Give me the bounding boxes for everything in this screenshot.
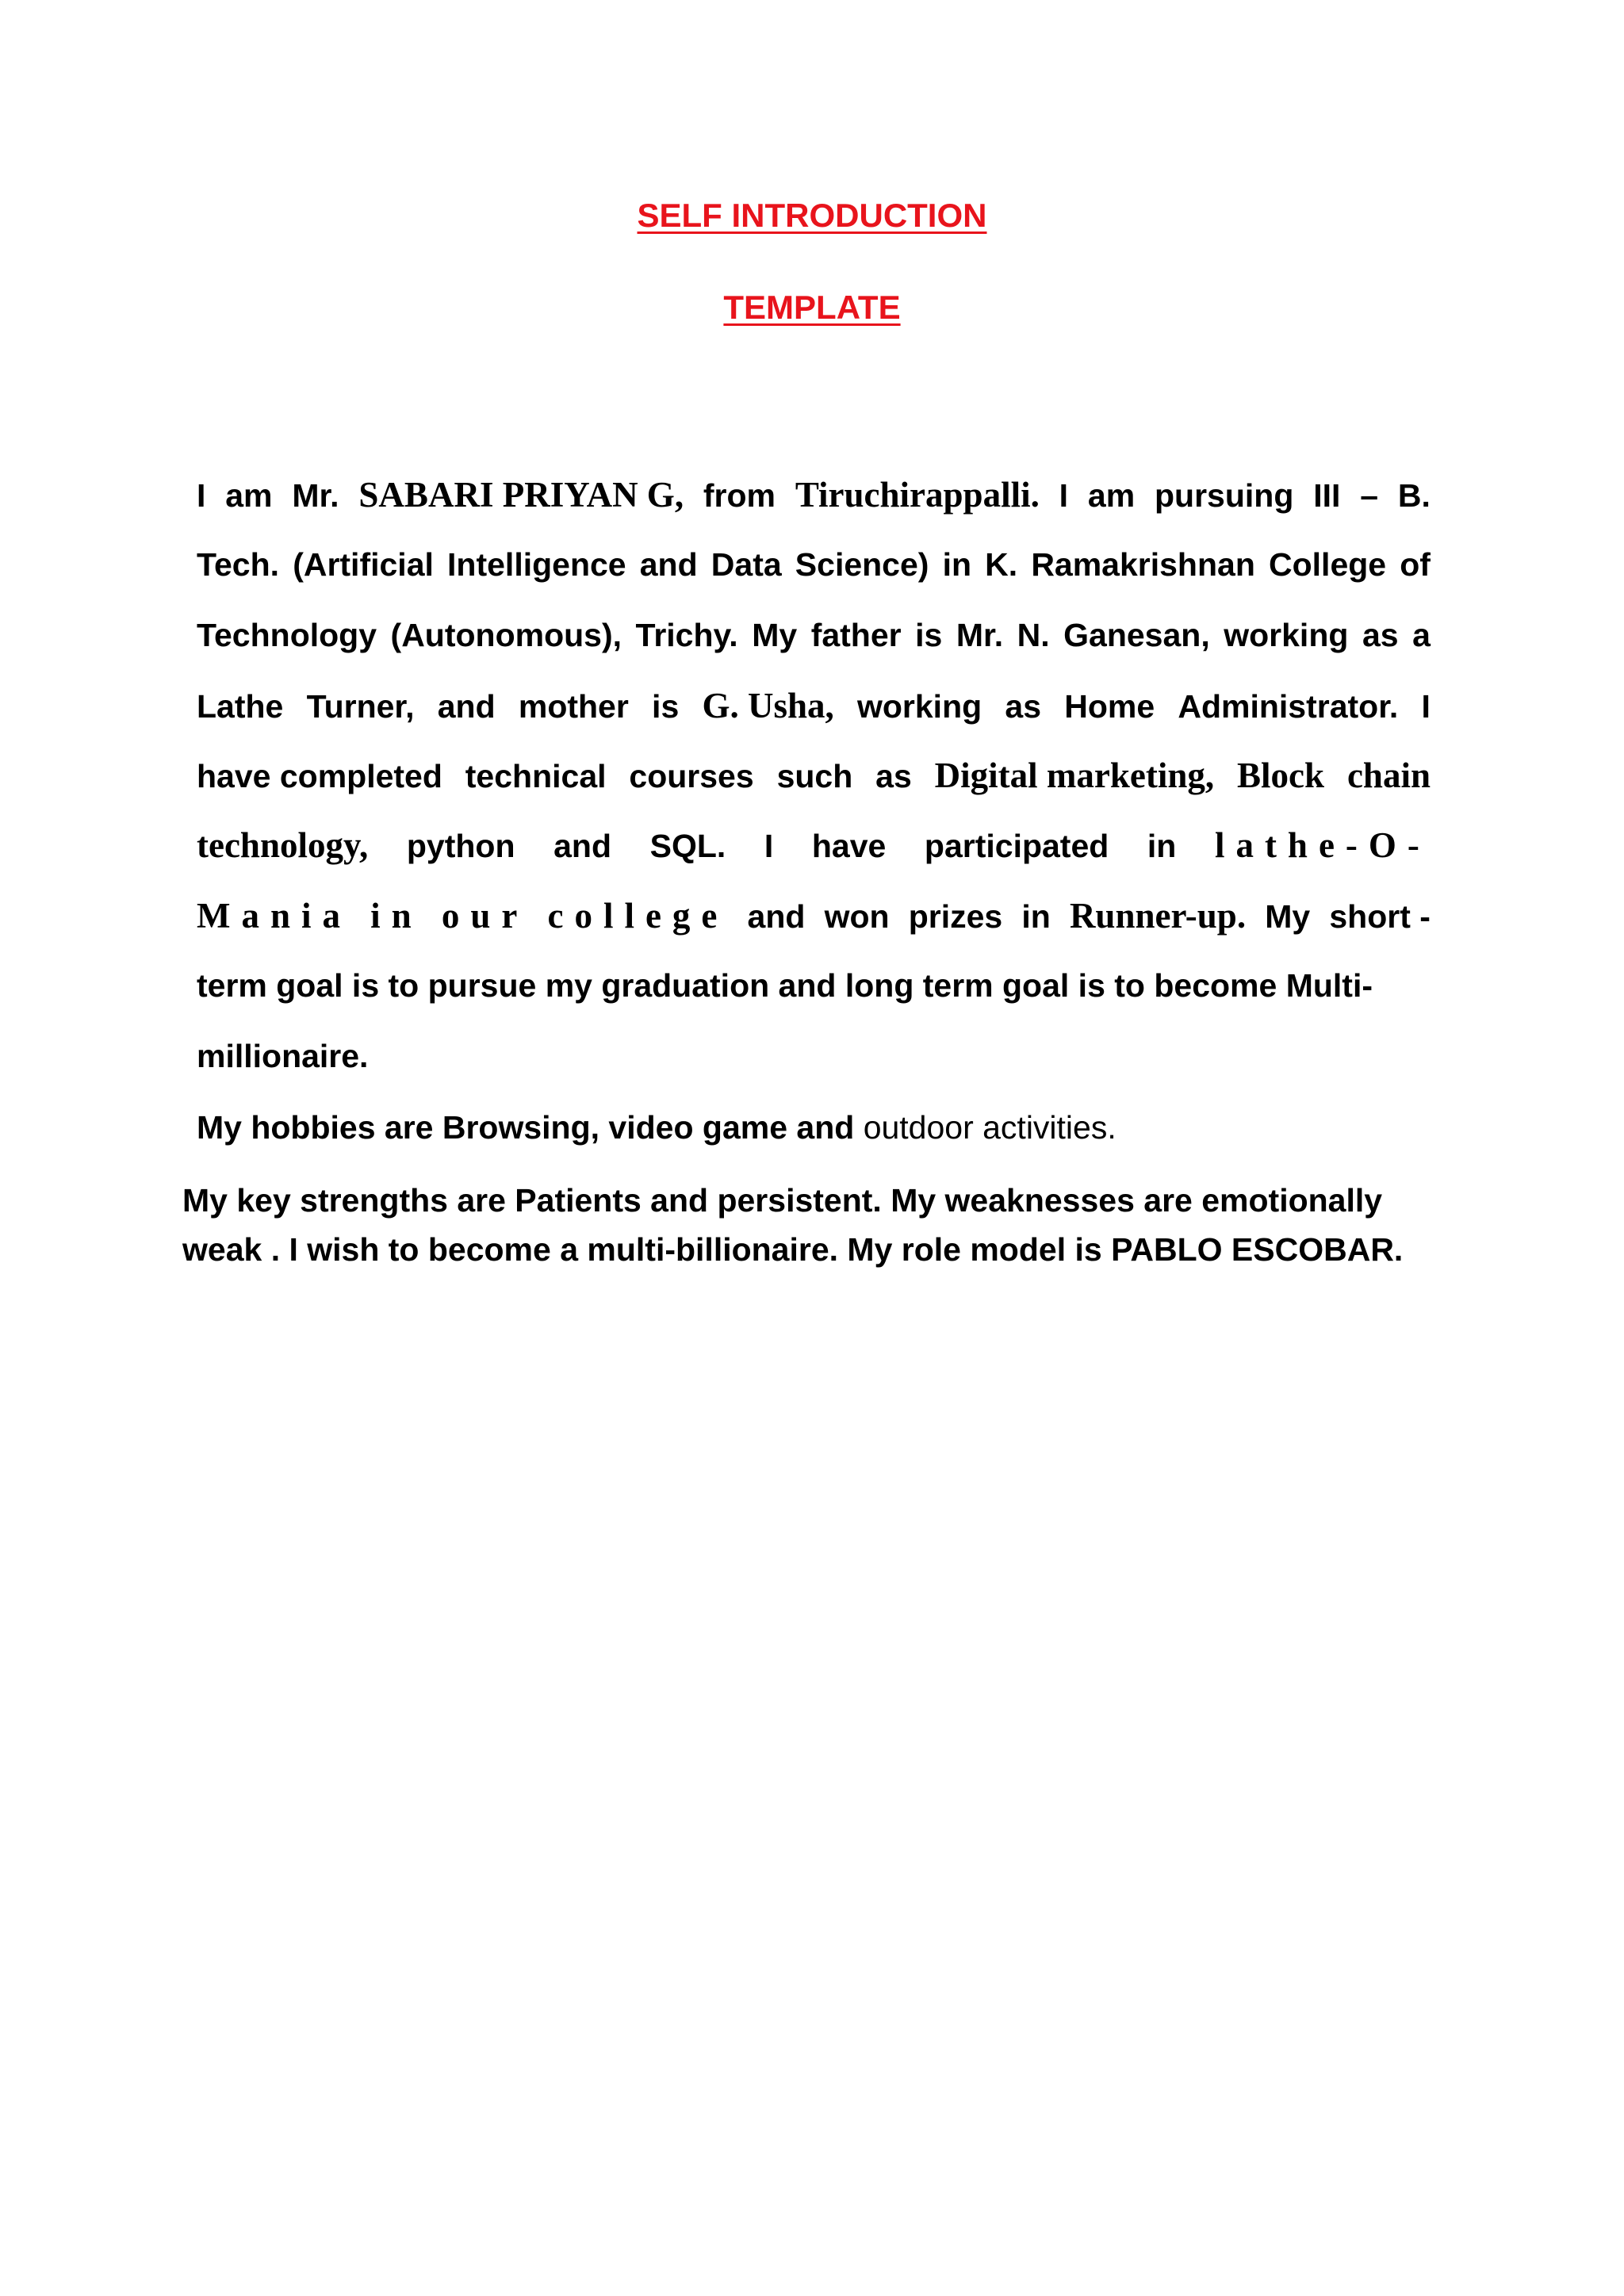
hobbies-line [197,1104,1116,1151]
paragraph-line [197,682,1431,729]
word: My [752,617,798,653]
word: I [1059,477,1069,514]
word: SQL. [649,828,726,864]
word: as [875,758,912,794]
word: a [1412,617,1431,653]
course-name: Block [1237,756,1325,795]
word: Mr. [292,477,339,514]
document-title: SELF INTRODUCTION [637,197,987,234]
word: am [1087,477,1136,514]
word: and [553,828,611,864]
line-text: millionaire. [197,1038,369,1074]
word: working [856,688,982,725]
paragraph-line [197,821,1431,869]
mother-name: G. Usha, [702,686,834,725]
word: father [810,617,902,653]
word: and [639,546,698,583]
paragraph-line [197,611,1431,659]
word: technical [465,758,607,794]
word: Tech. [197,546,280,583]
word: in [942,546,972,583]
paragraph-line [197,962,1431,1009]
word: short - [1329,898,1431,935]
word: Intelligence [447,546,626,583]
paragraph-line [197,752,1431,799]
word: Lathe [197,688,284,725]
prize: Runner-up. [1069,896,1247,936]
word: courses [629,758,754,794]
word: Home [1064,688,1155,725]
document-subtitle: TEMPLATE [723,289,901,326]
word: Mr. [956,617,1004,653]
word: Administrator. [1178,688,1399,725]
word: in [370,896,423,936]
word: Data [710,546,782,583]
hobbies-normal-text: outdoor activities. [854,1109,1116,1146]
word: from [703,477,776,514]
word: is [915,617,943,653]
course-name: chain [1346,756,1431,795]
word: is [652,688,680,725]
word: pursuing [1155,477,1294,514]
word: Trichy. [635,617,738,653]
word: in [1147,828,1177,864]
line-text: term goal is to pursue my graduation and long term goal is to become Multi- [197,967,1373,1004]
word: I [1421,688,1431,725]
word: won [824,898,890,935]
word: our [441,896,529,936]
word: (Autonomous), [390,617,622,653]
word: I [197,477,206,514]
word: as [1005,688,1041,725]
word: Ramakrishnan [1031,546,1255,583]
strengths-line: weak . I wish to become a multi-billionaire. My role model is PABLO ESCOBAR. [182,1231,1404,1268]
word: and [437,688,496,725]
student-name: SABARI PRIYAN G, [358,475,684,515]
word: B. [1397,477,1431,514]
word: have [811,828,887,864]
paragraph-line [197,892,1431,939]
word: N. [1017,617,1050,653]
event-name: lathe-O- [1214,825,1431,865]
word: mother [518,688,629,725]
strengths-line: My key strengths are Patients and persistent. My weaknesses are emotionally [182,1182,1383,1219]
word: College [1269,546,1387,583]
hometown: Tiruchirappalli. [795,475,1040,515]
word: working [1224,617,1349,653]
word: K. [985,546,1018,583]
word: I [764,828,774,864]
word: and [747,898,806,935]
hobbies-bold-text: My hobbies are Browsing, video game and [197,1109,855,1146]
word: in [1021,898,1051,935]
word: – [1360,477,1379,514]
word: (Artificial [293,546,434,583]
word: have completed [197,758,442,794]
word: college [547,896,729,936]
word: Technology [197,617,377,653]
paragraph-line [197,471,1431,519]
course-name: Digital marketing, [934,756,1215,795]
word: participated [924,828,1109,864]
word: Ganesan, [1063,617,1210,653]
word: prizes [908,898,1003,935]
word: III [1313,477,1341,514]
paragraph-line [197,541,1431,588]
paragraph-line [197,1032,1431,1080]
event-name: Mania [197,896,352,936]
word: My [1265,898,1311,935]
word: as [1362,617,1399,653]
word: am [225,477,273,514]
word: such [776,758,853,794]
word: of [1400,546,1431,583]
word: python [406,828,515,864]
word: Turner, [306,688,415,725]
word: Science) [795,546,929,583]
course-name: technology, [197,825,369,865]
